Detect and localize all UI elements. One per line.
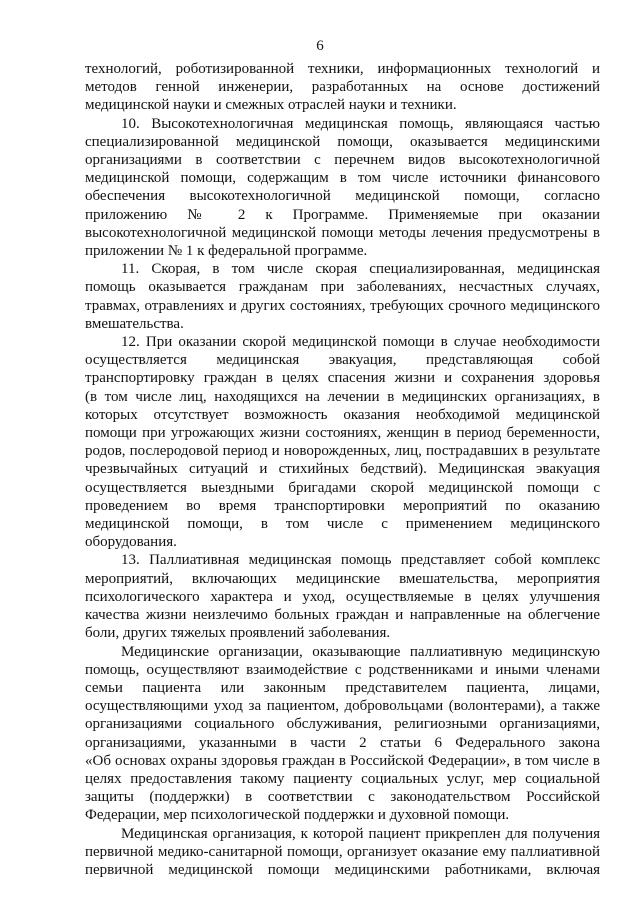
- page-number: 6: [316, 38, 324, 54]
- text-line: качества жизни неизлечимо больных граждан и направленные на облегчение: [85, 607, 600, 624]
- text-line: организациями в соответствии с перечнем видов высокотехнологичной: [85, 152, 600, 169]
- text-line: которых отсутствует возможность оказания необходимой медицинской: [85, 406, 600, 423]
- text-line: медицинской помощи, содержащим в том числе источники финансового: [85, 170, 600, 187]
- text-line: помощи при угрожающих жизни состояниях, женщин в период беременности,: [85, 425, 600, 442]
- text-line: приложении № 1 к федеральной программе.: [85, 243, 368, 260]
- text-line: целях предоставления такому пациенту социальных услуг, мер социальной: [85, 770, 600, 787]
- text-line: методов генной инженерии, разработанных на основе достижений: [85, 79, 600, 96]
- text-line: боли, других тяжелых проявлений заболевания.: [85, 625, 391, 642]
- text-line: осуществляется медицинская эвакуация, представляющая собой: [85, 352, 600, 369]
- text-line: «Об основах охраны здоровья граждан в Российской Федерации», в том числе в: [85, 752, 600, 769]
- text-line: обеспечения высокотехнологичной медицинской помощи, согласно: [85, 188, 600, 205]
- text-line: 12. При оказании скорой медицинской помощи в случае необходимости: [121, 334, 600, 351]
- text-line: приложению № 2 к Программе. Применяемые при оказании: [85, 206, 600, 223]
- text-line: (в том числе лиц, находящихся на лечении в медицинских организациях, в: [85, 388, 600, 405]
- text-line: транспортировку граждан в целях спасения жизни и сохранения здоровья: [85, 370, 600, 387]
- text-line: 10. Высокотехнологичная медицинская помощь, являющаяся частью: [121, 115, 600, 132]
- text-line: Медицинская организация, к которой пациент прикреплен для получения: [121, 825, 600, 842]
- paragraph: [85, 115, 600, 261]
- text-line: технологий, роботизированной техники, информационных технологий и: [85, 61, 600, 77]
- text-line: организациями социального обслуживания, религиозными организациями,: [85, 716, 600, 733]
- text-line: 11. Скорая, в том числе скорая специализированная, медицинская: [121, 261, 600, 278]
- paragraph: [85, 260, 600, 333]
- text-line: проведением во время транспортировки мероприятий по оказанию: [85, 497, 600, 514]
- text-line: чрезвычайных ситуаций и стихийных бедствий). Медицинская эвакуация: [85, 461, 600, 478]
- paragraph: [85, 60, 600, 115]
- text-line: травмах, отравлениях и других состояниях, требующих срочного медицинского: [85, 297, 600, 314]
- text-line: организациями, указанными в части 2 статьи 6 Федерального закона: [85, 734, 600, 751]
- paragraph: [85, 643, 600, 825]
- text-line: психологического характера и уход, осуществляемые в целях улучшения: [85, 588, 600, 605]
- text-line: первичной медико-санитарной помощи, организует оказание ему паллиативной: [85, 843, 600, 860]
- document-body: [85, 60, 600, 879]
- text-line: медицинской помощи, в том числе с применением медицинского: [85, 516, 600, 533]
- text-line: Федерации, мер психологической поддержки и духовной помощи.: [85, 807, 510, 824]
- text-line: высокотехнологичной медицинской помощи методы лечения предусмотрены в: [85, 224, 600, 241]
- text-line: оборудования.: [85, 534, 177, 551]
- text-line: осуществляющими уход за пациентом, добровольцами (волонтерами), а также: [85, 698, 600, 715]
- paragraph: [85, 825, 600, 880]
- text-line: Медицинские организации, оказывающие паллиативную медицинскую: [121, 643, 600, 660]
- text-line: первичной медицинской помощи медицинскими работниками, включая: [85, 861, 600, 878]
- text-line: мероприятий, включающих медицинские вмешательства, мероприятия: [85, 570, 600, 587]
- paragraph: [85, 333, 600, 551]
- paragraph: [85, 551, 600, 642]
- text-line: осуществляется выездными бригадами скорой медицинской помощи с: [85, 479, 600, 496]
- text-line: помощь, осуществляют взаимодействие с родственниками и иными членами: [85, 661, 600, 678]
- text-line: защиты (поддержки) в соответствии с законодательством Российской: [85, 789, 600, 806]
- text-line: семьи пациента или законным представителем пациента, лицами,: [85, 679, 600, 696]
- text-line: 13. Паллиативная медицинская помощь представляет собой комплекс: [121, 552, 600, 569]
- text-line: родов, послеродовой период и новорожденных, лиц, пострадавших в результате: [85, 443, 600, 460]
- text-line: помощь оказывается гражданам при заболеваниях, несчастных случаях,: [85, 279, 600, 296]
- text-line: медицинской науки и смежных отраслей науки и техники.: [85, 97, 457, 114]
- text-line: специализированной медицинской помощи, оказывается медицинскими: [85, 133, 600, 150]
- text-line: вмешательства.: [85, 315, 184, 332]
